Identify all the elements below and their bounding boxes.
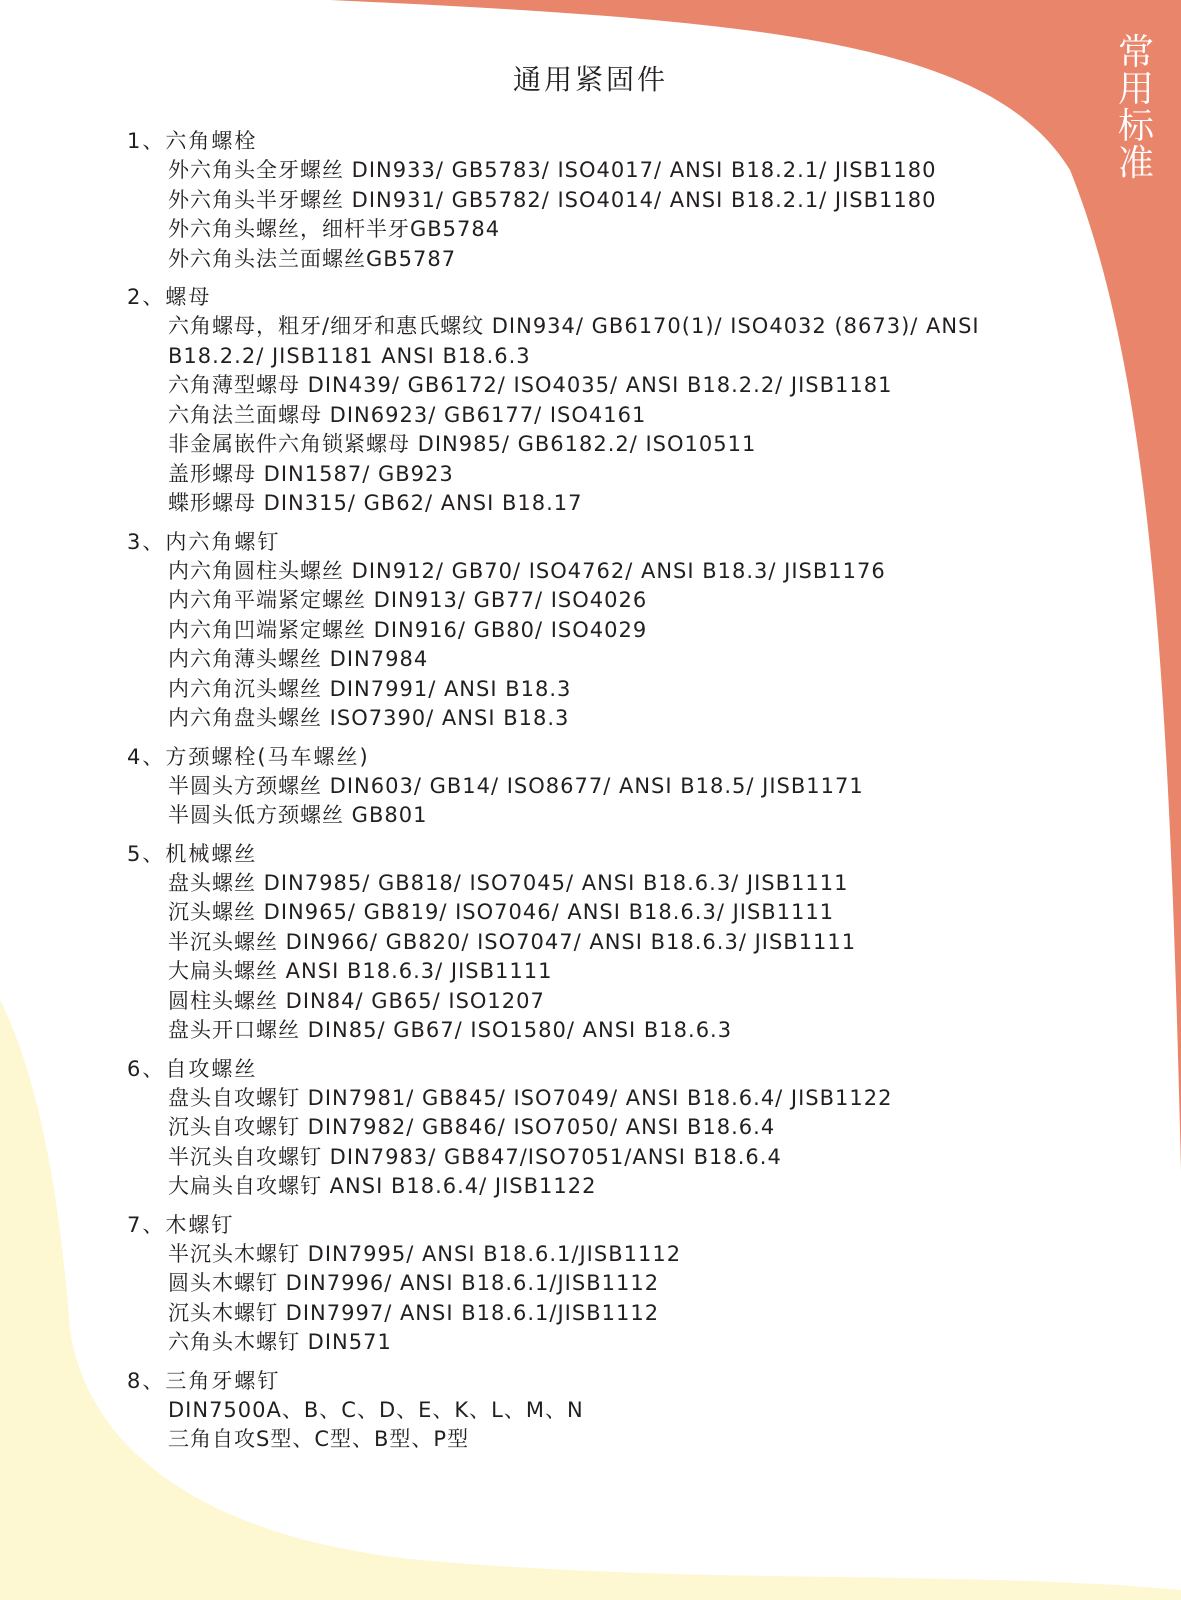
list-item: 大扁头自攻螺钉 ANSI B18.6.4/ JISB1122	[168, 1174, 597, 1198]
list-item: 半沉头自攻螺钉 DIN7983/ GB847/ISO7051/ANSI B18.6.4	[168, 1144, 782, 1169]
section-heading: 3、内六角螺钉	[127, 529, 281, 554]
section-wood-screws	[127, 1210, 1027, 1358]
list-item: 内六角平端紧定螺丝 DIN913/ GB77/ ISO4026	[168, 588, 648, 612]
list-item: 非金属嵌件六角锁紧螺母 DIN985/ GB6182.2/ ISO10511	[168, 432, 757, 456]
section-heading: 7、木螺钉	[127, 1212, 235, 1237]
section-self-tapping-screws	[127, 1054, 1027, 1202]
list-item: 内六角圆柱头螺丝 DIN912/ GB70/ ISO4762/ ANSI B18.3/ JISB1176	[168, 558, 886, 583]
list-item: 外六角头螺丝，细杆半牙GB5784	[168, 217, 501, 241]
section-heading: 5、机械螺丝	[127, 841, 258, 866]
list-item: 外六角头全牙螺丝 DIN933/ GB5783/ ISO4017/ ANSI B18.2.1/ JISB1180	[168, 158, 937, 182]
list-item: 大扁头螺丝 ANSI B18.6.3/ JISB1111	[168, 959, 553, 983]
list-item: 沉头自攻螺钉 DIN7982/ GB846/ ISO7050/ ANSI B18.6.4	[168, 1115, 776, 1139]
page-title: 通用紧固件	[512, 63, 668, 96]
list-item: 三角自攻S型、C型、B型、P型	[168, 1427, 470, 1451]
list-item: 蝶形螺母 DIN315/ GB62/ ANSI B18.17	[168, 491, 583, 515]
list-item: 盘头开口螺丝 DIN85/ GB67/ ISO1580/ ANSI B18.6.3	[168, 1018, 733, 1042]
list-item: 圆头木螺钉 DIN7996/ ANSI B18.6.1/JISB1112	[168, 1271, 660, 1295]
list-item: 六角薄型螺母 DIN439/ GB6172/ ISO4035/ ANSI B18.2.2/ JISB1181	[168, 373, 893, 397]
list-item: 内六角凹端紧定螺丝 DIN916/ GB80/ ISO4029	[168, 617, 648, 642]
list-item: DIN7500A、B、C、D、E、K、L、M、N	[168, 1397, 584, 1422]
side-tab-char: 常	[1117, 32, 1154, 73]
side-tab	[1108, 34, 1164, 182]
list-item: 盖形螺母 DIN1587/ GB923	[168, 461, 454, 486]
side-tab-char: 准	[1117, 143, 1154, 184]
list-item: 沉头木螺钉 DIN7997/ ANSI B18.6.1/JISB1112	[168, 1300, 660, 1325]
section-heading: 1、六角螺栓	[127, 129, 258, 153]
list-item: 六角头木螺钉 DIN571	[168, 1330, 392, 1354]
section-heading: 6、自攻螺丝	[127, 1056, 258, 1081]
list-item: 沉头螺丝 DIN965/ GB819/ ISO7046/ ANSI B18.6.3/ JISB1111	[168, 900, 835, 924]
section-heading: 2、螺母	[127, 285, 212, 309]
list-item: 半沉头螺丝 DIN966/ GB820/ ISO7047/ ANSI B18.6.3/ JISB1111	[168, 929, 857, 954]
list-item: 六角法兰面螺母 DIN6923/ GB6177/ ISO4161	[168, 402, 647, 427]
list-item: 圆柱头螺丝 DIN84/ GB65/ ISO1207	[168, 988, 545, 1013]
list-item: 六角螺母，粗牙/细牙和惠氏螺纹 DIN934/ GB6170(1)/ ISO4032 (8673)/ ANSI B18.2.2/ JISB1181 ANSI B18.6.3	[168, 314, 980, 368]
section-nuts	[127, 282, 1027, 519]
list-item: 内六角沉头螺丝 DIN7991/ ANSI B18.3	[168, 676, 572, 701]
list-item: 盘头自攻螺钉 DIN7981/ GB845/ ISO7049/ ANSI B18.6.4/ JISB1122	[168, 1085, 893, 1110]
section-carriage-bolts	[127, 742, 1027, 831]
side-tab-char: 标	[1117, 106, 1154, 147]
side-tab-char: 用	[1117, 69, 1154, 110]
section-heading: 8、三角牙螺钉	[127, 1368, 281, 1393]
section-thread-forming-screws	[127, 1366, 1027, 1455]
list-item: 半圆头低方颈螺丝 GB801	[168, 803, 428, 827]
list-item: 半圆头方颈螺丝 DIN603/ GB14/ ISO8677/ ANSI B18.5/ JISB1171	[168, 773, 864, 798]
standards-list	[127, 126, 1027, 1463]
list-item: 半沉头木螺钉 DIN7995/ ANSI B18.6.1/JISB1112	[168, 1241, 682, 1266]
section-machine-screws	[127, 839, 1027, 1046]
list-item: 外六角头半牙螺丝 DIN931/ GB5782/ ISO4014/ ANSI B18.2.1/ JISB1180	[168, 187, 937, 212]
section-socket-screws	[127, 527, 1027, 734]
list-item: 内六角薄头螺丝 DIN7984	[168, 647, 429, 671]
section-heading: 4、方颈螺栓(马车螺丝)	[127, 744, 370, 769]
list-item: 盘头螺丝 DIN7985/ GB818/ ISO7045/ ANSI B18.6.3/ JISB1111	[168, 870, 849, 895]
list-item: 内六角盘头螺丝 ISO7390/ ANSI B18.3	[168, 706, 570, 730]
section-hex-bolts	[127, 126, 1027, 274]
list-item: 外六角头法兰面螺丝GB5787	[168, 246, 457, 271]
